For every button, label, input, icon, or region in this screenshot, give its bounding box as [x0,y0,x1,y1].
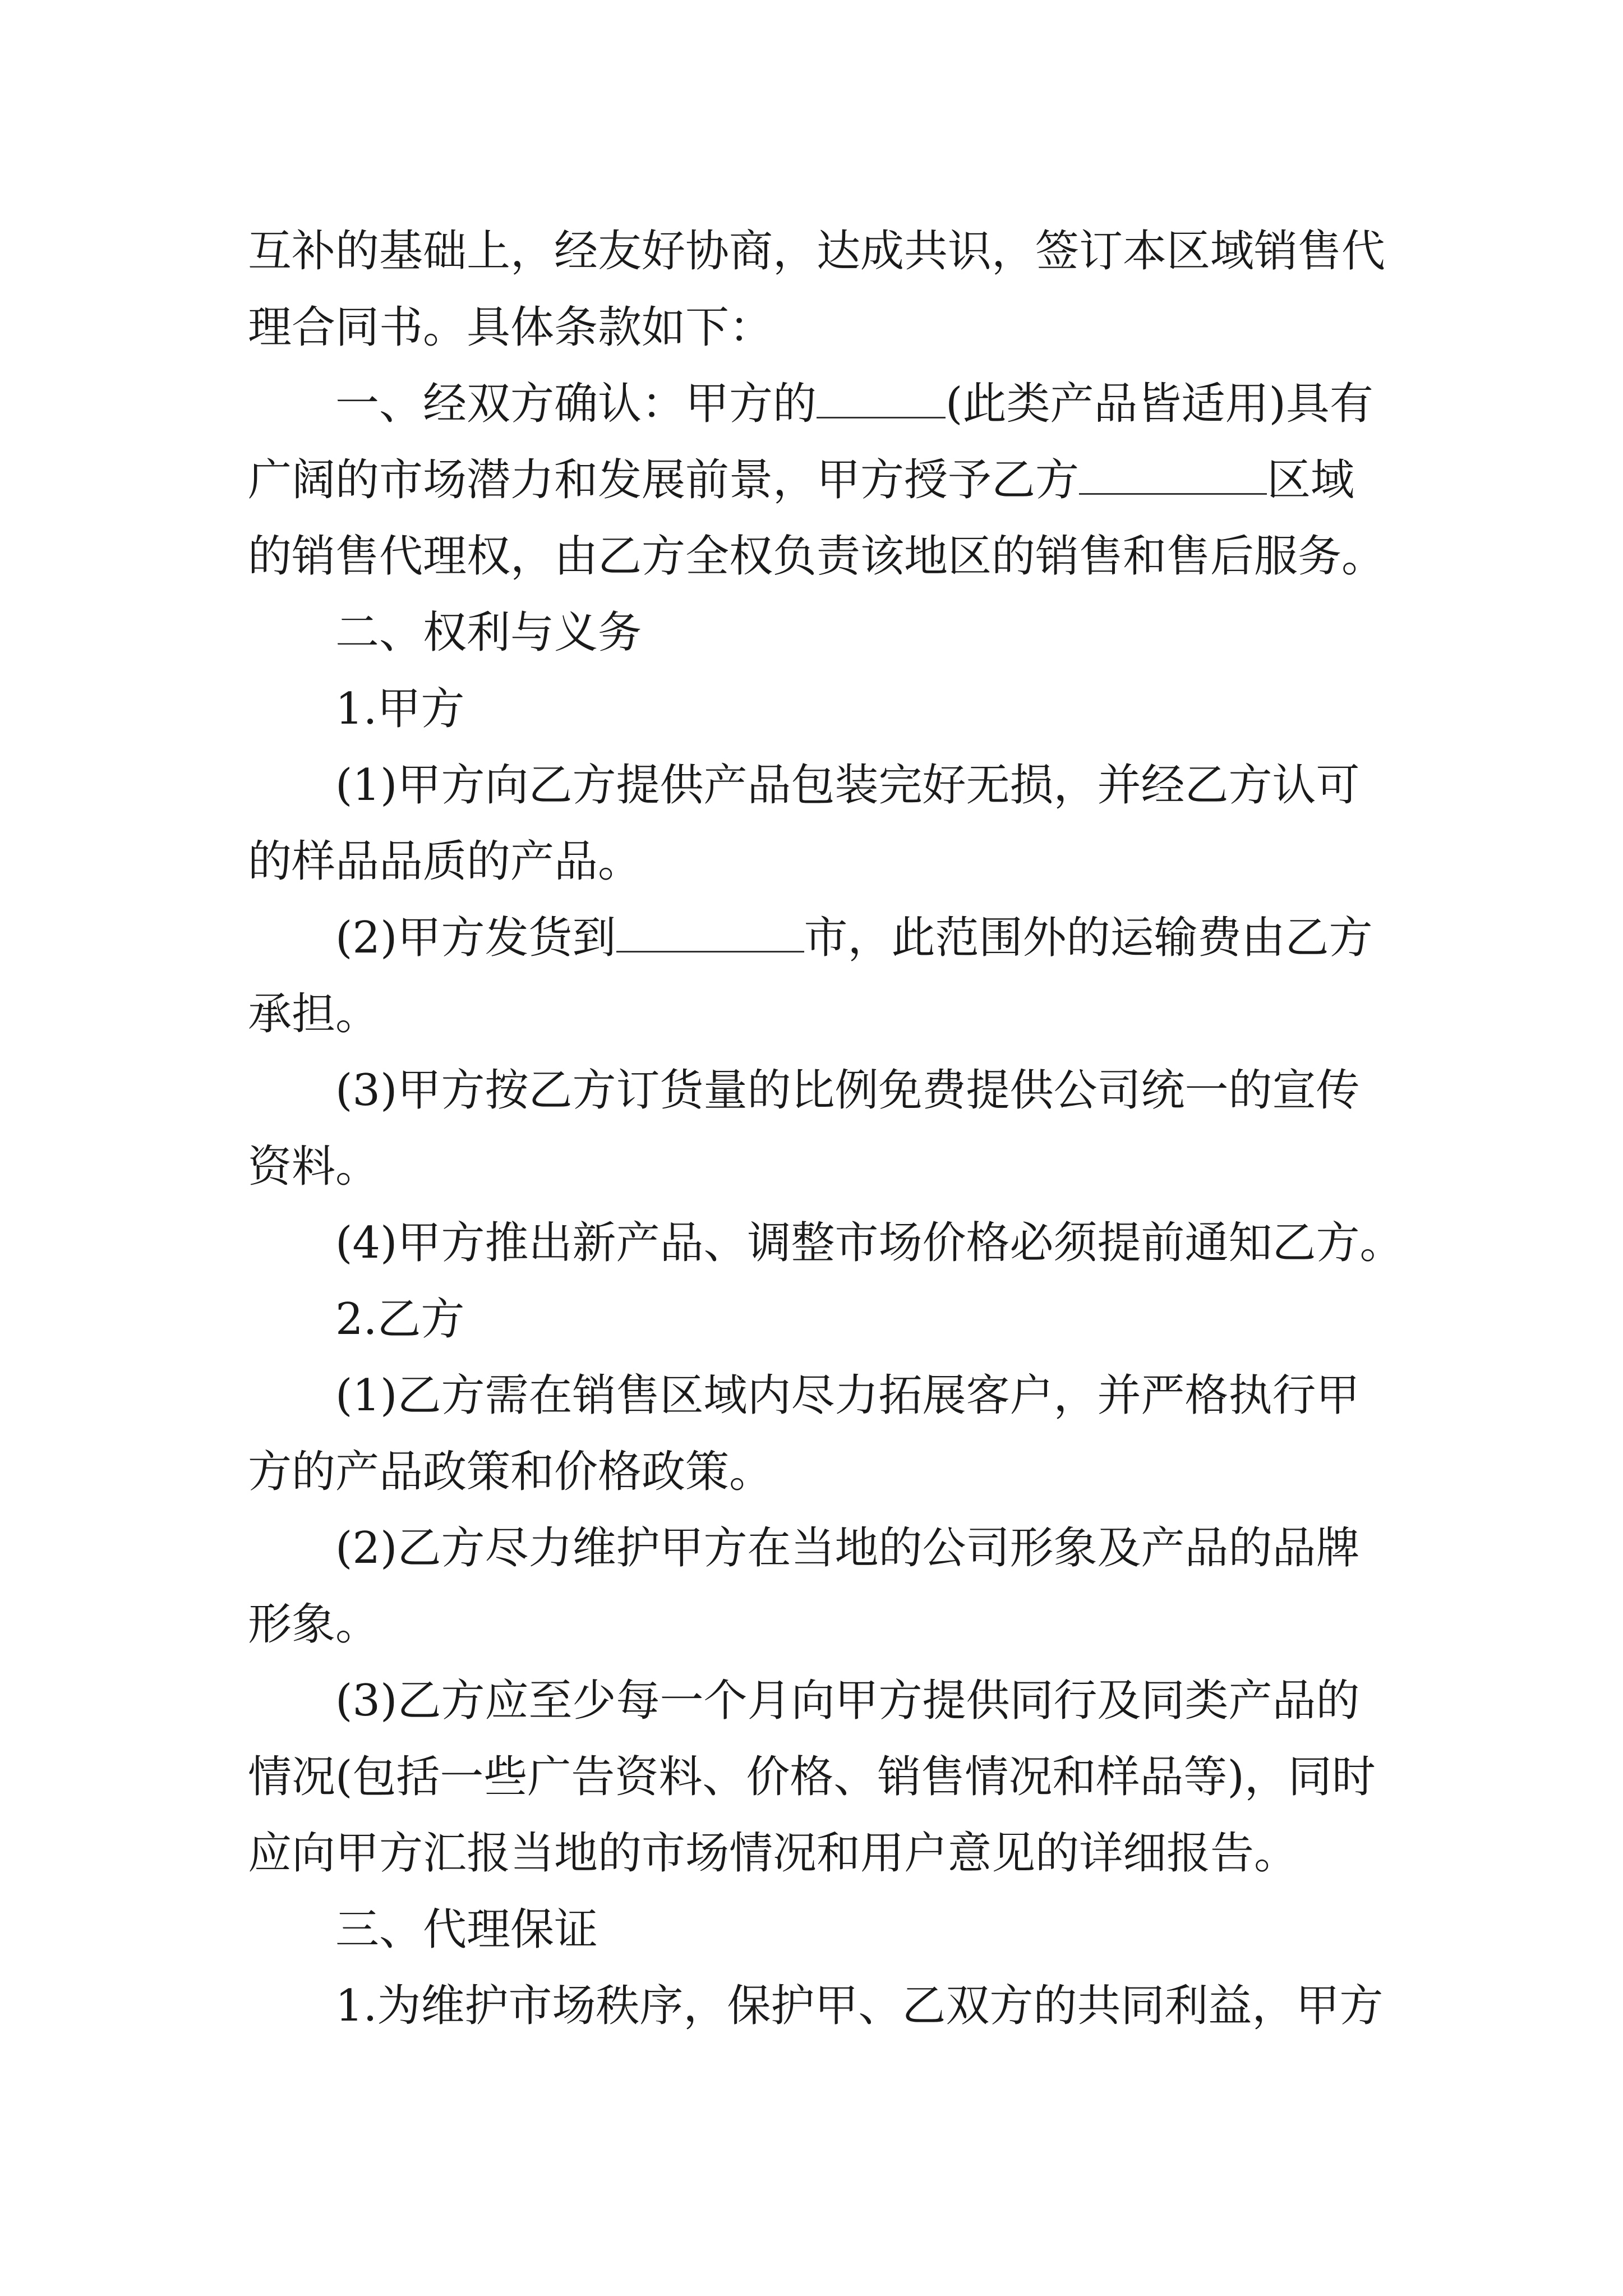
clause-text: 广阔的市场潜力和发展前景，甲方授予乙方 [248,455,1080,505]
item-line: (2)乙方尽力维护甲方在当地的公司形象及产品的品牌 [335,1523,1360,1573]
item-text: (2)甲方发货到 [335,913,616,963]
paragraph-line: 理合同书。具体条款如下： [248,302,773,353]
contract-body [248,213,1404,2044]
item-line: 方的产品政策和价格政策。 [248,1447,773,1497]
paragraph-line: 的销售代理权，由乙方全权负责该地区的销售和售后服务。 [248,531,1386,582]
item-line: (1)甲方向乙方提供产品包装完好无损，并经乙方认可 [335,760,1360,811]
section-heading: 三、代理保证 [335,1904,598,1955]
item-line: (4)甲方推出新产品、调整市场价格必须提前通知乙方。 [335,1218,1404,1268]
fill-in-blank-city [616,912,804,953]
clause-text: (此类产品皆适用)具有 [946,379,1373,429]
subsection-heading: 2.乙方 [335,1294,465,1345]
item-line: 应向甲方汇报当地的市场情况和用户意见的详细报告。 [248,1828,1298,1879]
clause-1-line [248,442,1392,518]
fill-in-blank-region [1079,454,1267,495]
item-line: (3)乙方应至少每一个月向甲方提供同行及同类产品的 [335,1676,1360,1726]
item-text: 市，此范围外的运输费由乙方 [804,913,1373,963]
clause-1-line [248,366,1392,442]
item-line: 的样品品质的产品。 [248,836,642,887]
item-line: (1)乙方需在销售区域内尽力拓展客户，并严格执行甲 [335,1370,1360,1421]
subsection-heading: 1.甲方 [335,684,465,734]
item-line: 资料。 [248,1142,380,1192]
item-line: 形象。 [248,1599,380,1650]
item-line: 承担。 [248,989,380,1039]
clause-text: 一、经双方确认：甲方的 [335,379,817,429]
item-line: 情况(包括一些广告资料、价格、销售情况和样品等)，同时 [248,1752,1376,1802]
clause-text: 区域 [1267,455,1355,505]
item-line: 1.为维护市场秩序，保护甲、乙双方的共同利益，甲方 [335,1981,1384,2031]
fill-in-blank-product [817,378,946,418]
item-line [248,900,1392,976]
paragraph-line: 互补的基础上，经友好协商，达成共识，签订本区域销售代 [248,226,1386,277]
item-line: (3)甲方按乙方订货量的比例免费提供公司统一的宣传 [335,1065,1360,1116]
section-heading: 二、权利与义务 [335,608,642,658]
